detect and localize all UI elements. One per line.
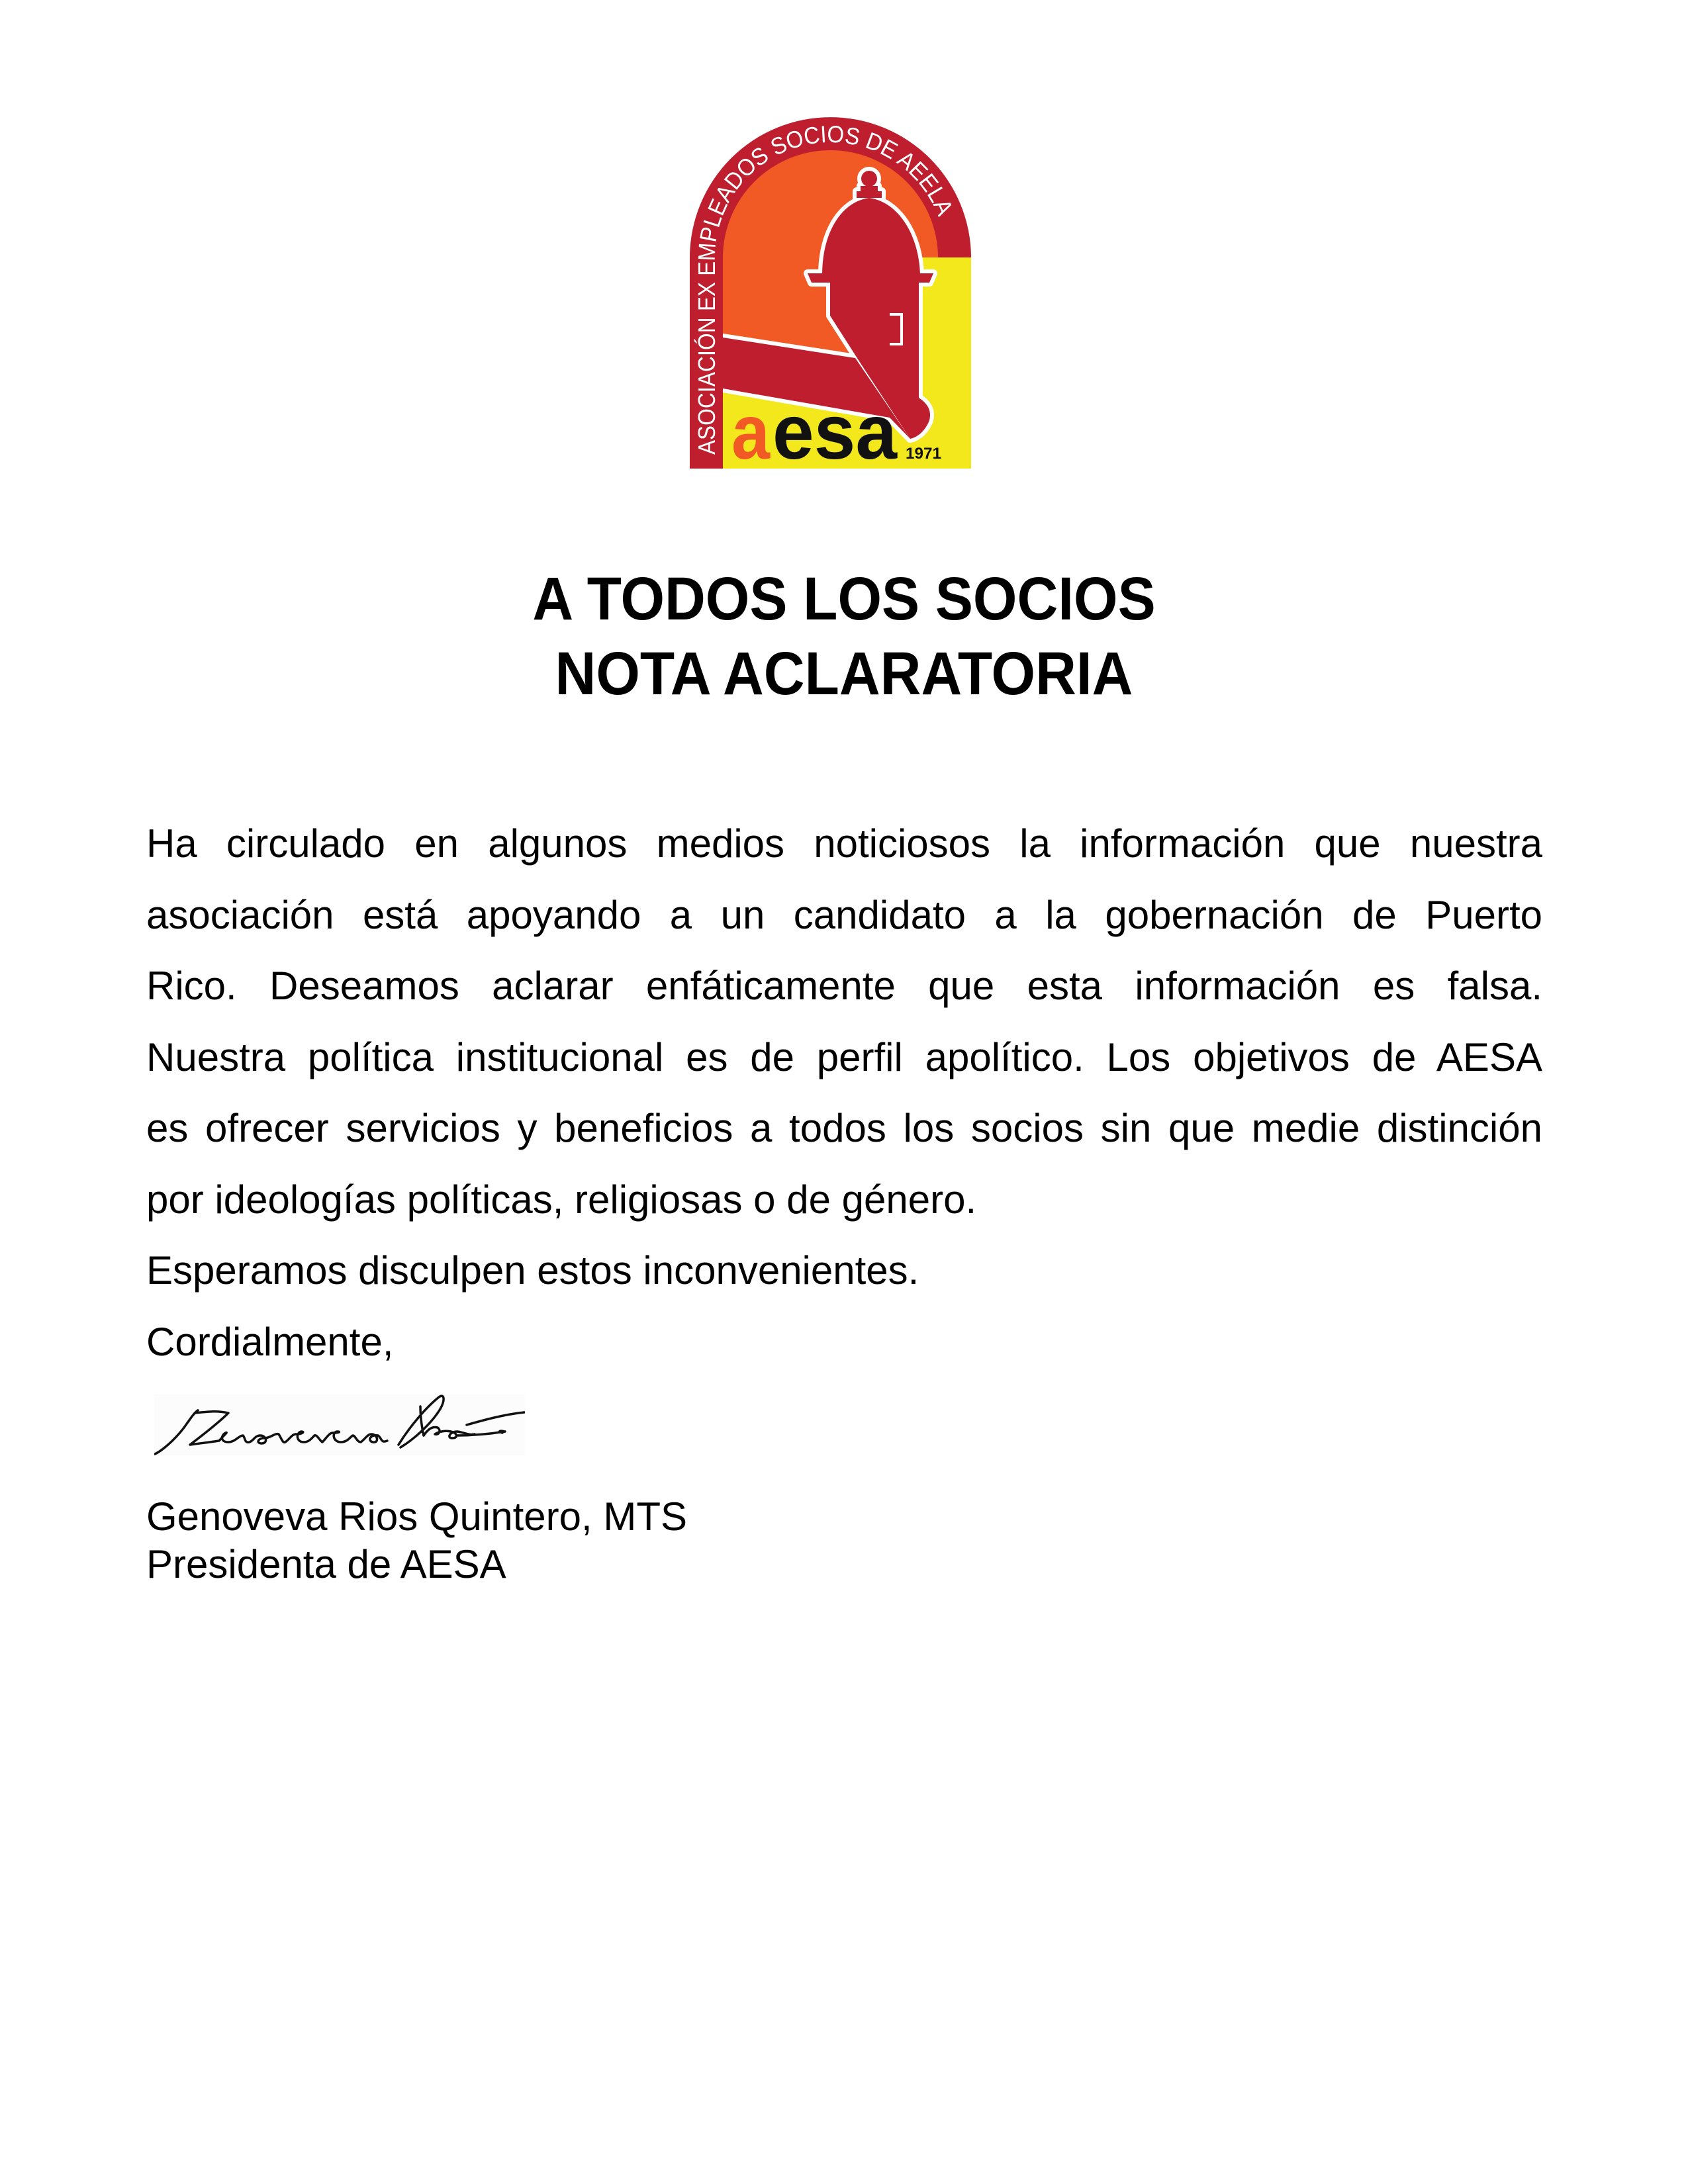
page-title [59,562,1629,711]
signature-stroke-r-loop [399,1396,444,1447]
signer-block [146,1493,687,1588]
signer-name: Genoveva Rios Quintero, MTS [146,1494,688,1539]
signature-stroke-first-name [155,1410,387,1454]
logo-arch-text-path: ASOCIACIÓN EX EMPLEADOS SOCIOS DE AEELA [692,120,960,455]
logo-wordmark-a: a [731,388,771,469]
signature-stroke-last-name [424,1428,475,1439]
paragraph-line: Rico. Deseamos aclarar enfáticamente que esta información es falsa. [146,964,1542,1008]
paragraph-line: asociación está apoyando a un candidato a la gobernación de Puerto [146,892,1542,937]
letter-body [146,808,1542,1377]
logo-wordmark-esa: esa [773,388,898,469]
closing-line: Esperamos disculpen estos inconvenientes. [146,1248,919,1293]
paragraph-line: es ofrecer servicios y beneficios a todos los socios sin que medie distinción [146,1106,1542,1150]
title-line-2: NOTA ACLARATORIA [555,640,1133,707]
aesa-logo [690,117,971,469]
signature-stroke-tail [467,1412,524,1425]
title-line-1: A TODOS LOS SOCIOS [532,565,1156,633]
paragraph-line: Nuestra política institucional es de perfil apolítico. Los objetivos de AESA [146,1034,1542,1079]
paragraph-line: Ha circulado en algunos medios noticiosos la información que nuestra [146,821,1542,866]
logo-year: 1971 [906,445,941,463]
handwritten-signature [154,1394,525,1455]
salutation: Cordialmente, [146,1319,394,1364]
paragraph-line: por ideologías políticas, religiosas o de género. [146,1177,977,1222]
signer-position: Presidenta de AESA [146,1542,506,1586]
